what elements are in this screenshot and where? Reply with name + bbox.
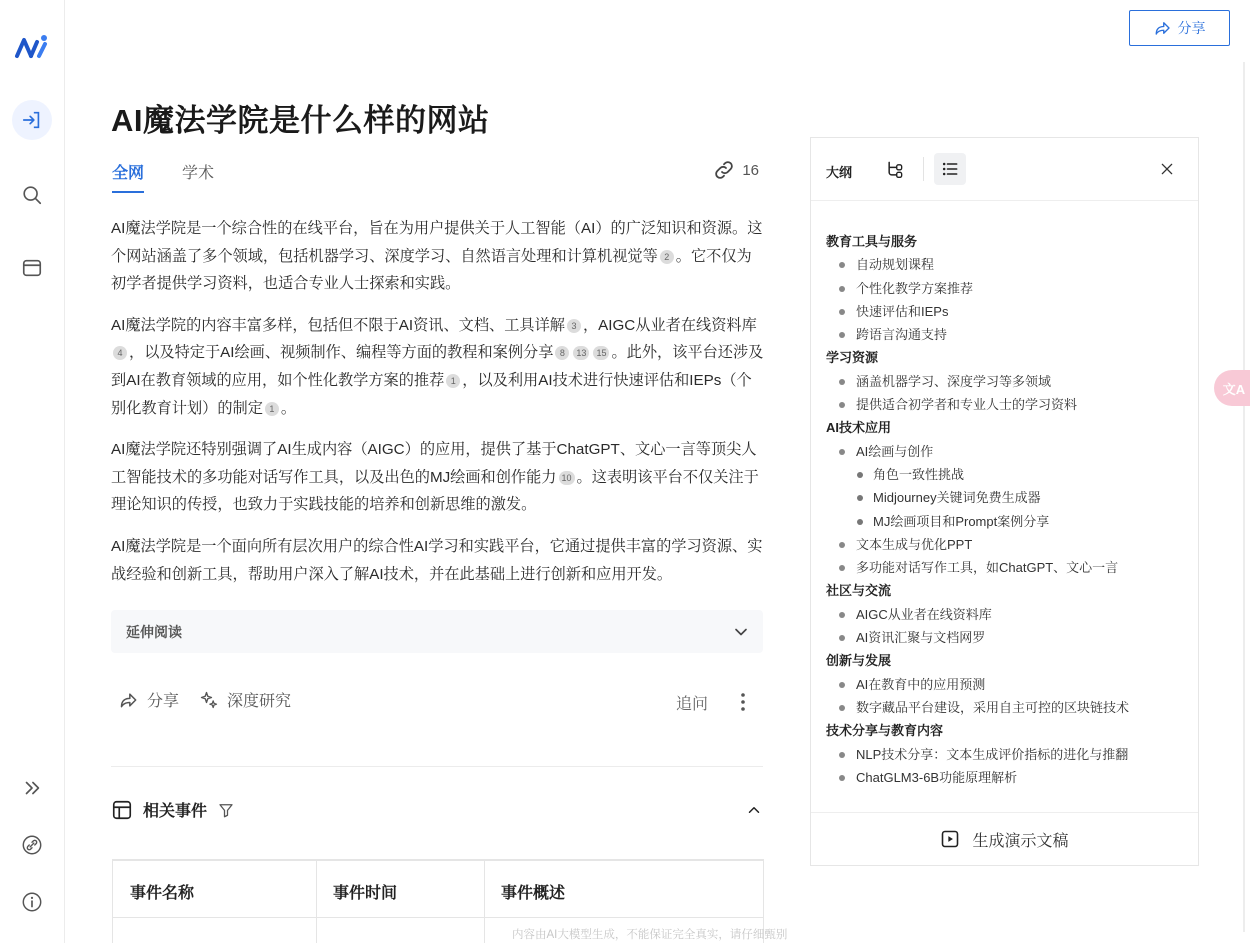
top-share-button[interactable] [1129, 10, 1230, 46]
more-button[interactable] [733, 688, 753, 716]
outline-item[interactable]: 自动规划课程 [826, 253, 1186, 276]
citation[interactable]: 3 [567, 319, 581, 333]
generate-presentation-button[interactable] [811, 812, 1198, 865]
text: 。这表明该平台不仅关注于理论知识的传授，也致力于实践技能的培养和创新思维的激发。 [111, 468, 759, 514]
mindmap-view-button[interactable] [879, 153, 911, 185]
outline-section-title[interactable]: 教育工具与服务 [826, 234, 918, 249]
citation[interactable]: 10 [559, 471, 575, 485]
text: AI魔法学院的内容丰富多样，包括但不限于AI资讯、文档、工具详解 [111, 316, 565, 334]
column-header-summary: 事件概述 [501, 885, 566, 902]
outline-panel [810, 137, 1199, 866]
outline-item[interactable]: 跨语言沟通支持 [826, 323, 1186, 346]
paragraph-1 [111, 215, 765, 298]
outline-label: 大纲 [826, 165, 853, 180]
column-header-name: 事件名称 [130, 885, 195, 902]
related-events-label: 相关事件 [143, 803, 208, 820]
citation[interactable]: 15 [593, 346, 609, 360]
table-icon [111, 799, 133, 821]
link-button[interactable] [12, 825, 52, 865]
text: ，以及特定于AI绘画、视频制作、编程等方面的教程和案例分享 [129, 344, 554, 362]
double-chevron-right-icon [21, 777, 43, 799]
deep-research-button[interactable] [199, 688, 291, 711]
left-rail [0, 0, 65, 943]
followup-button[interactable]: 追问 [675, 696, 708, 713]
text: 。 [280, 399, 297, 417]
share-button[interactable] [119, 688, 179, 711]
related-events-title [111, 798, 235, 821]
window-icon [21, 257, 43, 279]
text: AI魔法学院是一个综合性的在线平台，旨在为用户提供关于人工智能（AI）的广泛知识和资源。这个网站涵盖了多个领域，包括机器学习、深度学习、自然语言处理和计算机视觉等 [111, 220, 763, 265]
outline-header [811, 138, 1198, 201]
expand-button[interactable] [12, 768, 52, 808]
extended-reading-toggle[interactable] [111, 610, 763, 653]
text: ，AIGC从业者在线资料库 [582, 316, 757, 334]
outline-item[interactable]: MJ绘画项目和Prompt案例分享 [826, 510, 1186, 533]
outline-item[interactable]: AI在教育中的应用预测 [826, 673, 1186, 696]
play-slide-icon [940, 829, 960, 849]
top-share-label: 分享 [1177, 20, 1206, 36]
answer-content [111, 215, 765, 602]
outline-item[interactable]: ChatGLM3-6B功能原理解析 [826, 766, 1186, 789]
table-column [317, 861, 485, 943]
deep-research-label: 深度研究 [227, 693, 292, 710]
outline-section-title[interactable]: 创新与发展 [826, 653, 892, 669]
ai-disclaimer: 内容由AI大模型生成，不能保证完全真实，请仔细甄别 [512, 929, 788, 941]
divider [111, 766, 763, 767]
outline-item[interactable]: 数字藏品平台建设，采用自主可控的区块链技术 [826, 696, 1186, 719]
source-count-value: 16 [742, 161, 759, 179]
outline-item[interactable]: Midjourney关键词免费生成器 [826, 486, 1186, 509]
outline-item[interactable]: 角色一致性挑战 [826, 463, 1186, 486]
link-circle-icon [21, 834, 43, 856]
chevron-up-icon[interactable] [745, 801, 763, 819]
more-vertical-icon [741, 692, 745, 712]
answer-actions [111, 688, 763, 716]
text: 。它不仅为初学者提供学习资料，也适合专业人士探索和实践。 [111, 247, 752, 293]
app-logo-icon[interactable] [14, 34, 52, 60]
chevron-down-icon [731, 622, 751, 642]
separator [923, 157, 924, 181]
close-outline-button[interactable] [1151, 153, 1183, 185]
citation[interactable]: 1 [446, 374, 460, 388]
citation[interactable]: 13 [573, 346, 589, 360]
outline-item[interactable]: 个性化教学方案推荐 [826, 277, 1186, 300]
search-icon [21, 184, 43, 206]
outline-item[interactable]: 多功能对话写作工具，如ChatGPT、文心一言 [826, 556, 1186, 579]
page-title: AI魔法学院是什么样的网站 [111, 103, 490, 138]
source-tabs [111, 160, 763, 186]
share-label: 分享 [147, 693, 180, 710]
generate-presentation-label: 生成演示文稿 [972, 832, 1069, 850]
tab-academic[interactable]: 学术 [182, 165, 215, 182]
filter-icon[interactable] [217, 801, 235, 819]
citation[interactable]: 2 [660, 250, 674, 264]
share-icon [119, 690, 139, 710]
paragraph-2 [111, 312, 765, 422]
text: AI魔法学院还特别强调了AI生成内容（AIGC）的应用，提供了基于ChatGPT、文心一言等顶尖人工智能技术的多功能对话写作工具，以及出色的MJ绘画和创作能力 [111, 441, 757, 486]
tab-web[interactable]: 全网 [112, 160, 144, 193]
outline-item[interactable]: 快速评估和IEPs [826, 300, 1186, 323]
outline-item[interactable]: 提供适合初学者和专业人士的学习资料 [826, 393, 1186, 416]
outline-item[interactable]: AIGC从业者在线资料库 [826, 603, 1186, 626]
info-icon [21, 891, 43, 913]
outline-section-title[interactable]: 技术分享与教育内容 [826, 723, 944, 739]
related-events-header [111, 798, 763, 826]
list-icon [940, 159, 960, 179]
column-header-time: 事件时间 [333, 885, 398, 902]
source-count[interactable] [712, 158, 759, 182]
extended-reading-label: 延伸阅读 [126, 623, 182, 640]
citation[interactable]: 8 [555, 346, 569, 360]
table-column [113, 861, 317, 943]
citation[interactable]: 4 [113, 346, 127, 360]
link-icon [712, 158, 736, 182]
sparkle-icon [199, 690, 219, 710]
translate-bubble-icon[interactable]: 文A [1214, 370, 1250, 406]
close-icon [1159, 161, 1175, 177]
login-icon [21, 109, 43, 131]
share-icon [1154, 19, 1172, 37]
outline-item[interactable]: 文本生成与优化PPT [826, 533, 1186, 556]
search-button[interactable] [12, 175, 52, 215]
login-button[interactable] [12, 100, 52, 140]
outline-item[interactable]: AI绘画与创作 [826, 440, 1186, 463]
outline-item[interactable]: AI资讯汇聚与文档网罗 [826, 626, 1186, 649]
list-view-button[interactable] [934, 153, 966, 185]
info-button[interactable] [12, 882, 52, 922]
outline-tree [826, 230, 1186, 789]
mindmap-icon [885, 159, 905, 179]
paragraph-4: AI魔法学院是一个面向所有层次用户的综合性AI学习和实践平台，它通过提供丰富的学习资源、实战经验和创新工具，帮助用户深入了解AI技术，并在此基础上进行创新和应用开发。 [111, 537, 763, 583]
page-scrollbar[interactable] [1243, 62, 1245, 932]
text: 。此外，该平台还涉及到AI在教育领域的应用，如个性化教学方案的推荐 [111, 344, 764, 389]
paragraph-3 [111, 436, 765, 519]
outline-item[interactable]: 涵盖机器学习、深度学习等多领域 [826, 370, 1186, 393]
outline-section-title[interactable]: 学习资源 [826, 350, 879, 366]
text: ，以及利用AI技术进行快速评估和IEPs（个别化教育计划）的制定 [111, 371, 752, 417]
outline-section-title[interactable]: 社区与交流 [826, 583, 892, 599]
outline-item[interactable]: NLP技术分享：文本生成评价指标的进化与推翻 [826, 743, 1186, 766]
library-button[interactable] [12, 248, 52, 288]
citation[interactable]: 1 [265, 402, 279, 416]
outline-section-title[interactable]: AI技术应用 [826, 420, 892, 436]
